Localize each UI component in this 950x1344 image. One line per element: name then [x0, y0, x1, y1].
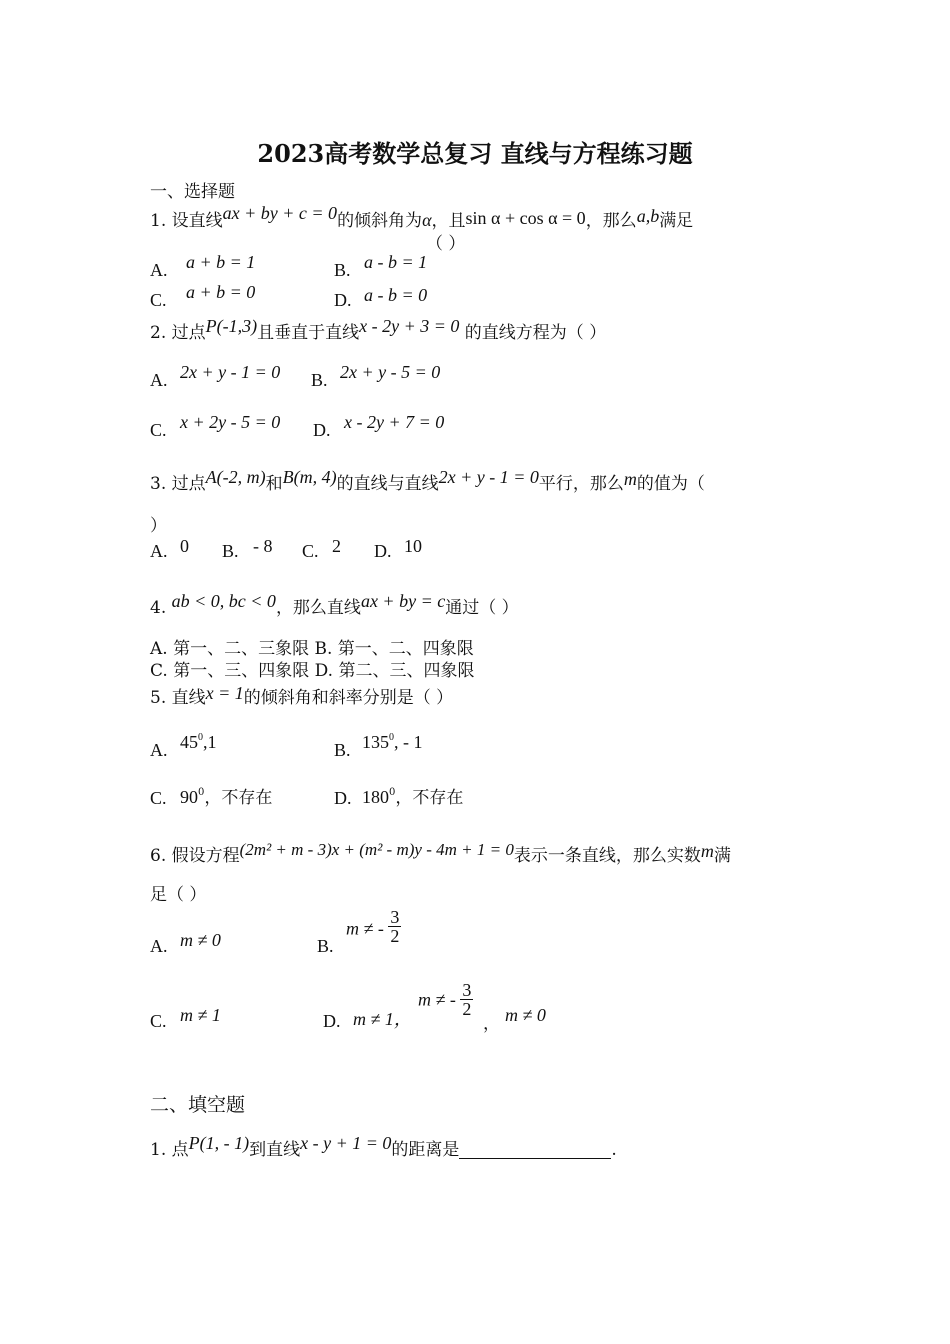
- q6-option-b-label: B.: [317, 936, 334, 956]
- q3-close-paren: ）: [150, 516, 167, 536]
- q2-option-d: x - 2y + 7 = 0: [344, 412, 445, 432]
- q1-text-5: 满足: [659, 211, 694, 231]
- q3-point-b: B(m, 4): [282, 467, 337, 487]
- q5-option-a-label: A.: [150, 740, 168, 760]
- q3-number: 3.: [150, 474, 167, 494]
- q1-option-b-label: B.: [334, 260, 351, 280]
- q4-condition: ab < 0, bc < 0: [171, 591, 276, 611]
- q6-d-denominator: 2: [462, 999, 472, 1019]
- q5-a-degree: 45: [180, 732, 198, 752]
- q2-text-3: 的直线方程为（ ）: [464, 323, 607, 343]
- q5-option-a: $45^0,1$: [180, 732, 217, 752]
- q1-answer-paren: （ ）: [426, 234, 466, 254]
- f1-text-2: 到直线: [249, 1140, 301, 1160]
- q5-c-rest: ，不存在: [204, 788, 273, 808]
- q5-option-d: $180^0$，不存在: [362, 787, 464, 808]
- q3-option-c: 2: [332, 536, 341, 556]
- q6-b-text: m ≠ -: [346, 918, 384, 939]
- q4-text-2: 通过（ ）: [445, 598, 519, 618]
- q1-equation: ax + by + c = 0: [222, 203, 338, 223]
- f1-line: x - y + 1 = 0: [300, 1133, 392, 1153]
- q1-option-d-label: D.: [334, 290, 352, 310]
- q2-text-2: 且垂直于直线: [257, 323, 360, 343]
- question-2: [150, 318, 606, 343]
- q6-b-denominator: 2: [390, 926, 400, 946]
- q3-option-b-label: B.: [222, 541, 239, 561]
- q4-options-row-2: C. 第一、三、四象限 D. 第二、三、四象限: [150, 661, 475, 681]
- q3-text-3: 的直线与直线: [336, 474, 439, 494]
- q5-d-degree: 180: [362, 787, 389, 807]
- q1-alpha: α: [422, 210, 432, 230]
- q2-text: 过点: [171, 323, 206, 343]
- q6-option-d-label: D.: [323, 1011, 341, 1031]
- q4-line: ax + by = c: [360, 591, 446, 611]
- q1-option-c: a + b = 0: [186, 282, 256, 302]
- page-title: 2023高考数学总复习 直线与方程练习题: [257, 139, 693, 168]
- f1-answer-blank: [459, 1140, 611, 1159]
- q2-point: P(-1,3): [205, 316, 258, 336]
- q2-option-b: 2x + y - 5 = 0: [340, 362, 441, 382]
- q1-condition: sin α + cos α = 0: [465, 208, 586, 228]
- q2-line: x - 2y + 3 = 0: [359, 316, 460, 336]
- q1-option-c-label: C.: [150, 290, 167, 310]
- q3-option-d-label: D.: [374, 541, 392, 561]
- q5-option-b-label: B.: [334, 740, 351, 760]
- q1-text-4: ，那么: [585, 211, 637, 231]
- q5-text-2: 的倾斜角和斜率分别是（ ）: [243, 688, 454, 708]
- q6-option-d-part-3: m ≠ 0: [505, 1005, 546, 1025]
- q6-option-a-label: A.: [150, 936, 168, 956]
- q5-b-degree: 135: [362, 732, 389, 752]
- q6-option-a: m ≠ 0: [180, 930, 221, 950]
- q3-option-b: - 8: [253, 536, 273, 556]
- f1-text: 点: [171, 1140, 189, 1160]
- q1-option-a: a + b = 1: [186, 252, 256, 272]
- q3-line: 2x + y - 1 = 0: [438, 467, 539, 487]
- f1-period: .: [611, 1140, 617, 1160]
- q3-option-a-label: A.: [150, 541, 168, 561]
- question-5: [150, 683, 453, 708]
- q6-text: 假设方程: [171, 846, 240, 866]
- q6-b-numerator: 3: [390, 907, 400, 927]
- q1-option-b: a - b = 1: [364, 252, 428, 272]
- fill-question-1: [150, 1135, 617, 1160]
- q2-option-c-label: C.: [150, 420, 167, 440]
- q1-option-a-label: A.: [150, 260, 168, 280]
- q6-equation: (2m² + m - 3)x + (m² - m)y - 4m + 1 = 0: [239, 840, 514, 859]
- q3-point-a: A(-2, m): [205, 467, 266, 487]
- q6-option-c-label: C.: [150, 1011, 167, 1031]
- q5-text: 直线: [171, 688, 206, 708]
- q3-option-d: 10: [404, 536, 422, 556]
- q3-m: m: [623, 469, 637, 489]
- q5-line: x = 1: [205, 683, 244, 703]
- q6-number: 6.: [150, 846, 167, 866]
- q2-option-d-label: D.: [313, 420, 331, 440]
- q5-number: 5.: [150, 688, 167, 708]
- q2-option-a: 2x + y - 1 = 0: [180, 362, 281, 382]
- q1-ab: a,b: [636, 206, 660, 226]
- f1-text-3: 的距离是: [391, 1140, 460, 1160]
- question-1: [150, 203, 694, 231]
- q6-option-d-separator: ，: [483, 1014, 500, 1034]
- question-6: [150, 841, 731, 866]
- q1-option-d: a - b = 0: [364, 285, 428, 305]
- q3-option-a: 0: [180, 536, 189, 556]
- q6-d-fraction: [460, 981, 473, 1018]
- q6-text-2: 表示一条直线，那么实数: [513, 846, 701, 866]
- q3-text-2: 和: [265, 474, 283, 494]
- q6-b-fraction: [388, 908, 401, 945]
- q1-number: 1.: [150, 211, 167, 231]
- q6-option-b: [346, 907, 401, 949]
- q5-a-rest: ,1: [203, 732, 217, 752]
- q6-d-numerator: 3: [462, 980, 472, 1000]
- f1-point: P(1, - 1): [188, 1133, 250, 1153]
- q5-option-b: $135^0$, - 1: [362, 732, 423, 752]
- q1-text: 设直线: [171, 211, 223, 231]
- question-4: [150, 593, 519, 618]
- q6-m: m: [700, 841, 714, 861]
- q5-option-c: $90^0$，不存在: [180, 787, 273, 808]
- section-fill-heading: 二、填空题: [150, 1094, 246, 1116]
- q6-text-continued: 足（ ）: [150, 885, 207, 905]
- q5-d-rest: ，不存在: [395, 788, 464, 808]
- q1-text-2: 的倾斜角为: [337, 211, 423, 231]
- q5-option-c-label: C.: [150, 788, 167, 808]
- q6-text-3: 满: [713, 846, 731, 866]
- q3-text-4: 平行，那么: [538, 474, 624, 494]
- q3-text-5: 的值为（: [636, 474, 705, 494]
- section-choice-heading: 一、选择题: [150, 182, 235, 202]
- q2-option-a-label: A.: [150, 370, 168, 390]
- q2-option-c: x + 2y - 5 = 0: [180, 412, 281, 432]
- q5-b-rest: , - 1: [394, 732, 423, 752]
- q6-option-d-part-2: [418, 980, 473, 1020]
- question-3: [150, 469, 705, 494]
- q6-option-c: m ≠ 1: [180, 1005, 221, 1025]
- q4-options-row-1: A. 第一、二、三象限 B. 第一、二、四象限: [150, 639, 474, 659]
- q6-d-text: m ≠ -: [418, 989, 456, 1010]
- q3-text: 过点: [171, 474, 206, 494]
- q5-option-d-label: D.: [334, 788, 352, 808]
- q5-c-degree: 90: [180, 787, 198, 807]
- q3-option-c-label: C.: [302, 541, 319, 561]
- q2-number: 2.: [150, 323, 167, 343]
- q4-number: 4.: [150, 598, 167, 618]
- q1-text-3: ，且: [431, 211, 466, 231]
- q2-option-b-label: B.: [311, 370, 328, 390]
- f1-number: 1.: [150, 1140, 167, 1160]
- q6-option-d-part-1: m ≠ 1，: [353, 1009, 412, 1029]
- q4-text: ，那么直线: [275, 598, 361, 618]
